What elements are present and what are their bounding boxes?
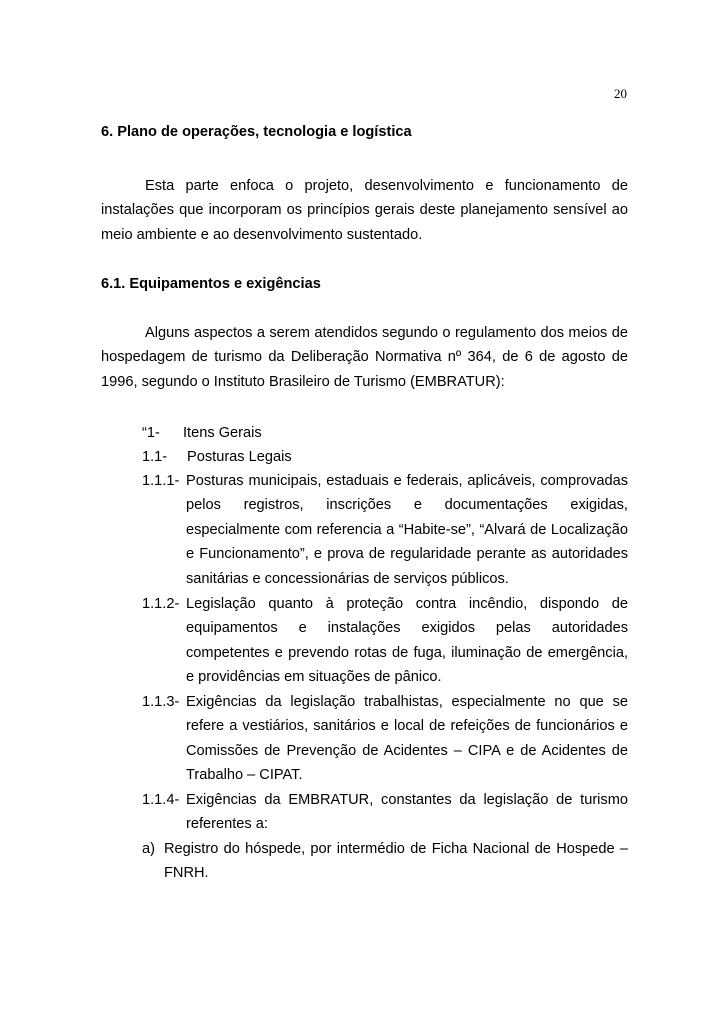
section-6-heading: 6. Plano de operações, tecnologia e logística xyxy=(101,124,412,140)
list-item-1-1-4-text: referentes a: xyxy=(186,816,268,833)
list-item-a xyxy=(142,837,628,886)
list-item-a-text: FNRH. xyxy=(164,865,209,882)
list-item-1-1-4-number: 1.1.4- xyxy=(142,792,180,808)
list-item-1-1-2-first-line: Legislação quanto à proteção contra incêndio, dispondo de xyxy=(186,596,628,612)
list-item-1-1-text: Posturas Legais xyxy=(187,449,292,465)
list-item-1-1-1-text: pelos registros, inscrições e documentações exigidas, especialmente com referencia a “Habite-se”, “Alvará de Localização e Funcionamento”, e prova de regularidade perante as autoridades sanitárias e concessionárias de serviços públicos. xyxy=(186,497,628,587)
list-item-1-1-3-first-line: Exigências da legislação trabalhistas, especialmente no que se xyxy=(186,694,628,710)
list-item-a-first-line: Registro do hóspede, por intermédio de Ficha Nacional de Hospede – xyxy=(164,841,628,857)
list-item-1-1-4-first-line: Exigências da EMBRATUR, constantes da legislação de turismo xyxy=(186,792,628,808)
list-item-1 xyxy=(142,421,262,445)
section-6-paragraph-text: Esta parte enfoca o projeto, desenvolvimento e funcionamento de instalações que incorporam os princípios gerais deste planejamento sensível ao meio ambiente e ao desenvolvimento sustentado. xyxy=(101,178,628,243)
section-6-1-heading: 6.1. Equipamentos e exigências xyxy=(101,276,321,292)
list-item-1-1-2 xyxy=(142,592,628,690)
list-item-1-1-3 xyxy=(142,690,628,788)
list-item-a-number: a) xyxy=(142,841,155,857)
list-item-1-text: Itens Gerais xyxy=(183,425,262,441)
list-item-1-number: “1- xyxy=(142,425,160,441)
list-item-1-1-1-number: 1.1.1- xyxy=(142,473,180,489)
page-number: 20 xyxy=(614,86,627,101)
list-item-1-1-1-first-line: Posturas municipais, estaduais e federais, aplicáveis, comprovadas xyxy=(186,473,628,489)
list-item-1-1-3-number: 1.1.3- xyxy=(142,694,180,710)
list-item-1-1-3-text: refere a vestiários, sanitários e local de refeições de funcionários e Comissões de Prevenção de Acidentes – CIPA e de Acidentes de Trabalho – CIPAT. xyxy=(186,718,628,784)
section-6-paragraph xyxy=(101,174,628,247)
list-item-1-1 xyxy=(142,445,292,469)
list-item-1-1-4 xyxy=(142,788,628,837)
list-item-1-1-1 xyxy=(142,469,628,591)
list-item-1-1-2-number: 1.1.2- xyxy=(142,596,180,612)
section-6-1-paragraph xyxy=(101,321,628,394)
list-item-1-1-number: 1.1- xyxy=(142,449,168,465)
section-6-1-paragraph-text: Alguns aspectos a serem atendidos segundo o regulamento dos meios de hospedagem de turismo da Deliberação Normativa nº 364, de 6 de agosto de 1996, segundo o Instituto Brasileiro de Turismo (EMBRATUR): xyxy=(101,325,628,390)
list-item-1-1-2-text: equipamentos e instalações exigidos pelas autoridades competentes e prevendo rotas de fuga, iluminação de emergência, e providências em situações de pânico. xyxy=(186,620,628,686)
